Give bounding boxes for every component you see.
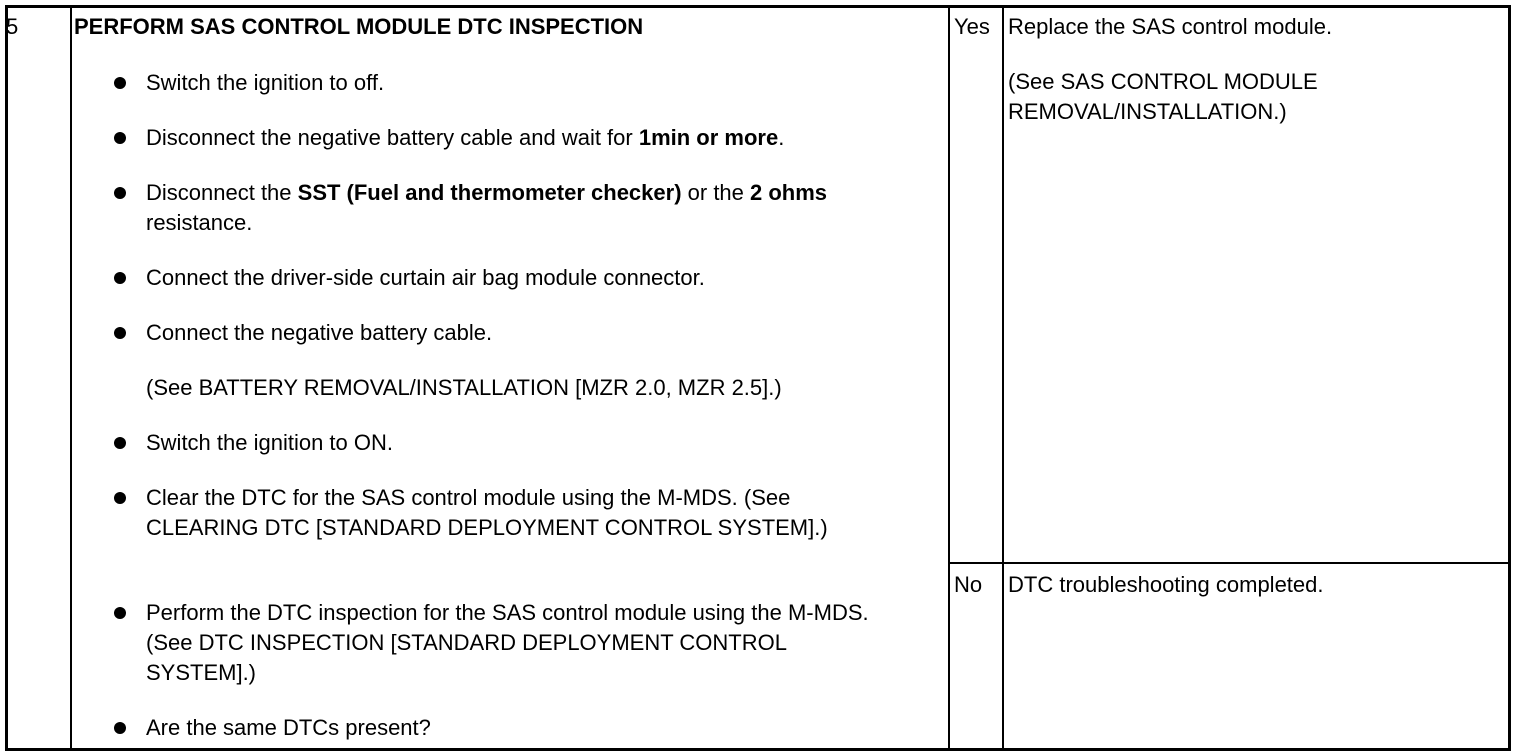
bullet-icon	[114, 492, 126, 504]
action-text: Connect the negative battery cable.	[146, 320, 493, 345]
action-text: Disconnect the SST (Fuel and thermometer checker) or the 2 ohms resistance.	[146, 180, 828, 235]
action-text: Clear the DTC for the SAS control module using the M-MDS. (See CLEARING DTC [STANDARD DEPLOYMENT CONTROL SYSTEM].)	[146, 485, 828, 540]
action-text: Disconnect the negative battery cable and wait for 1min or more.	[146, 125, 785, 150]
step-number: 5	[6, 14, 19, 39]
no-action: DTC troubleshooting completed.	[1008, 572, 1324, 597]
bullet-icon	[114, 272, 126, 284]
column-divider	[70, 8, 72, 748]
no-label: No	[954, 572, 983, 597]
column-divider	[948, 8, 950, 748]
bullet-icon	[114, 607, 126, 619]
step-title: PERFORM SAS CONTROL MODULE DTC INSPECTION	[74, 14, 644, 39]
column-divider	[1002, 8, 1004, 748]
bullet-icon	[114, 132, 126, 144]
battery-reference-note: (See BATTERY REMOVAL/INSTALLATION [MZR 2.0, MZR 2.5].)	[146, 375, 782, 400]
action-text: Are the same DTCs present?	[146, 715, 431, 740]
yes-reference: (See SAS CONTROL MODULE REMOVAL/INSTALLATION.)	[1008, 69, 1318, 124]
yes-label: Yes	[954, 14, 990, 39]
bullet-icon	[114, 327, 126, 339]
yes-action: Replace the SAS control module.	[1008, 14, 1333, 39]
bullet-icon	[114, 437, 126, 449]
action-text: Perform the DTC inspection for the SAS control module using the M-MDS. (See DTC INSPECTION [STANDARD DEPLOYMENT CONTROL SYSTEM].)	[146, 600, 869, 685]
bullet-icon	[114, 77, 126, 89]
action-text: Switch the ignition to ON.	[146, 430, 394, 455]
row-divider	[948, 562, 1508, 564]
bullet-icon	[114, 187, 126, 199]
bullet-icon	[114, 722, 126, 734]
action-text: Connect the driver-side curtain air bag module connector.	[146, 265, 705, 290]
action-text: Switch the ignition to off.	[146, 70, 385, 95]
